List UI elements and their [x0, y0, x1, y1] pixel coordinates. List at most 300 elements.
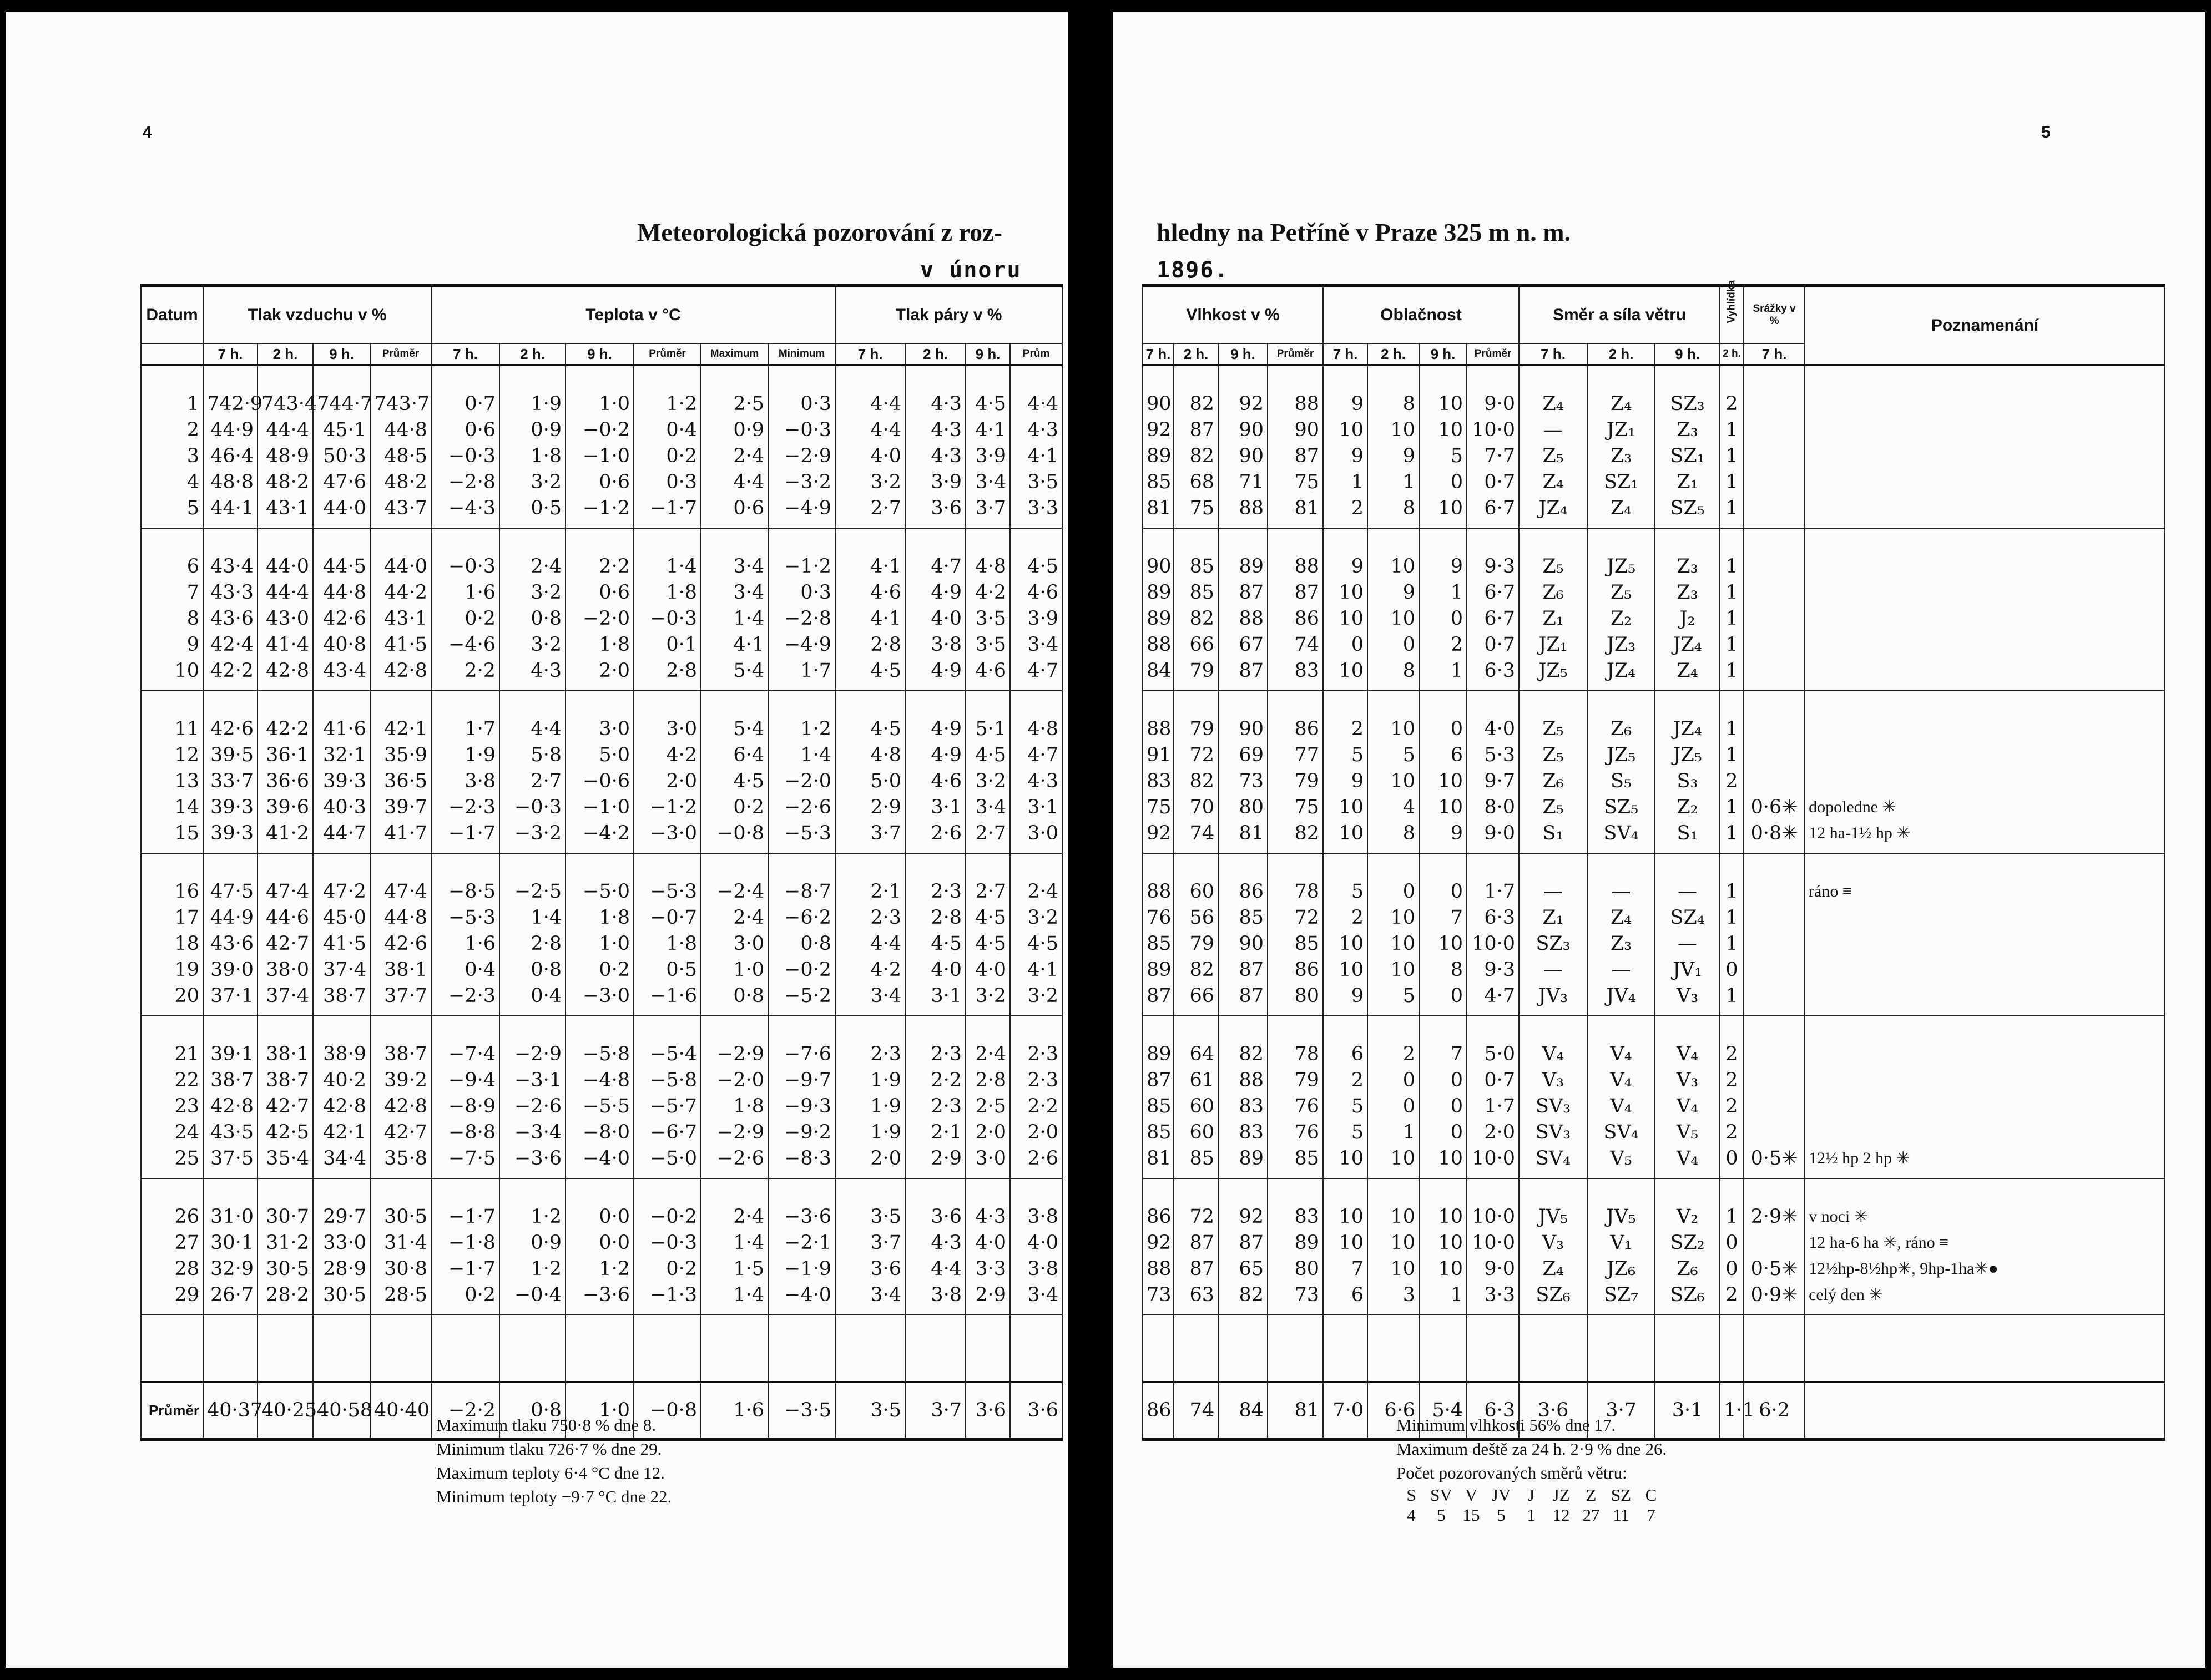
table-cell: 40·2 — [313, 1067, 370, 1093]
table-cell: 9 — [1323, 528, 1367, 579]
table-cell: 1·7 — [1467, 853, 1519, 904]
table-cell: 41·6 — [313, 691, 370, 742]
table-cell: 35·4 — [258, 1145, 313, 1178]
table-row — [141, 495, 1062, 528]
table-cell: 90 — [1218, 691, 1268, 742]
table-cell: 42·6 — [203, 691, 258, 742]
table-cell: 39·0 — [203, 957, 258, 983]
table-cell: −0·7 — [634, 904, 701, 930]
table-cell — [1805, 495, 2165, 528]
average-cell: 3·7 — [905, 1382, 966, 1439]
table-cell: JZ₄ — [1655, 631, 1720, 657]
table-cell — [1805, 983, 2165, 1016]
average-cell: 40·25 — [258, 1382, 313, 1439]
average-cell: Průměr — [141, 1382, 203, 1439]
wind-label: S — [1406, 1485, 1416, 1505]
table-cell: 40·3 — [313, 794, 370, 820]
table-cell: 87 — [1218, 983, 1268, 1016]
table-cell: 0·8 — [701, 983, 768, 1016]
table-cell: 3·2 — [966, 983, 1010, 1016]
table-cell: −0·3 — [634, 605, 701, 631]
table-cell: 80 — [1268, 1256, 1323, 1282]
table-cell: 2 — [1720, 1093, 1744, 1119]
table-cell: 5·8 — [499, 742, 566, 768]
table-cell: 87 — [1218, 1229, 1268, 1256]
table-cell: 90 — [1218, 930, 1268, 957]
table-cell: 0·2 — [431, 605, 499, 631]
table-cell: 0 — [1720, 1256, 1744, 1282]
table-row — [141, 853, 1062, 904]
table-cell: 44·2 — [370, 579, 431, 605]
table-cell: 6·3 — [1467, 904, 1519, 930]
month-label: v únoru — [920, 257, 1022, 283]
table-cell: 74 — [1174, 820, 1218, 853]
table-cell: −1·9 — [768, 1256, 835, 1282]
table-cell: −1·2 — [566, 495, 634, 528]
table-cell: −2·9 — [701, 1119, 768, 1145]
table-cell: 2 — [1720, 1016, 1744, 1067]
header-pressure: Tlak vzduchu v % — [203, 286, 431, 343]
table-cell: 4·0 — [966, 957, 1010, 983]
table-cell: 44·5 — [313, 528, 370, 579]
table-cell: S₁ — [1519, 820, 1587, 853]
note-line: Minimum vlhkosti 56% dne 17. — [1396, 1415, 1616, 1435]
table-cell: 8·0 — [1467, 794, 1519, 820]
average-cell: 40·40 — [370, 1382, 431, 1439]
table-cell: 1 — [1720, 742, 1744, 768]
table-cell — [1744, 469, 1805, 495]
table-cell: 3·3 — [966, 1256, 1010, 1282]
table-cell: −2·9 — [768, 443, 835, 469]
table-cell: 41·7 — [370, 820, 431, 853]
spacer-cell — [203, 1315, 258, 1382]
table-cell: 3 — [141, 443, 203, 469]
table-cell: 1 — [1419, 1282, 1467, 1315]
table-row — [141, 1256, 1062, 1282]
table-cell: 75 — [1143, 794, 1174, 820]
table-cell — [1805, 1093, 2165, 1119]
title-left: Meteorologická pozorování z roz- — [637, 218, 1002, 246]
table-cell: 89 — [1268, 1229, 1323, 1256]
subheader-row — [141, 343, 1062, 365]
table-cell: 10 — [1419, 768, 1467, 794]
average-cell: 0·8 — [499, 1382, 566, 1439]
table-cell: 40·8 — [313, 631, 370, 657]
table-cell: Z₄ — [1587, 365, 1655, 417]
table-cell: 4·4 — [701, 469, 768, 495]
table-cell: Z₅ — [1587, 579, 1655, 605]
table-cell: 35·8 — [370, 1145, 431, 1178]
table-cell: — — [1655, 930, 1720, 957]
table-cell: 13 — [141, 768, 203, 794]
table-cell: 31·2 — [258, 1229, 313, 1256]
table-cell — [1744, 1093, 1805, 1119]
table-cell: 35·9 — [370, 742, 431, 768]
table-cell: 92 — [1143, 820, 1174, 853]
table-cell: 12 ha-1½ hp ✳ — [1805, 820, 2165, 853]
table-row — [1143, 443, 2165, 469]
table-cell: 2·3 — [1010, 1067, 1062, 1093]
table-cell: −8·7 — [768, 853, 835, 904]
table-cell: 2·9✳ — [1744, 1178, 1805, 1229]
table-cell: 0 — [1323, 631, 1367, 657]
table-cell: 3·4 — [966, 794, 1010, 820]
table-cell: 0·3 — [634, 469, 701, 495]
table-cell: 74 — [1268, 631, 1323, 657]
table-cell: 50·3 — [313, 443, 370, 469]
table-cell: 4·3 — [905, 443, 966, 469]
table-cell: 2·0 — [566, 657, 634, 691]
table-cell: 88 — [1143, 691, 1174, 742]
table-cell: SZ₃ — [1655, 365, 1720, 417]
table-cell: 0 — [1419, 1067, 1467, 1093]
table-cell: 2·4 — [966, 1016, 1010, 1067]
table-cell: 10·0 — [1467, 1229, 1519, 1256]
table-cell: 2·0 — [835, 1145, 905, 1178]
table-cell: 7 — [1323, 1256, 1367, 1282]
table-cell: −4·3 — [431, 495, 499, 528]
subheader: 7 h. — [1519, 343, 1587, 365]
table-cell: 72 — [1174, 1178, 1218, 1229]
table-cell: −3·0 — [634, 820, 701, 853]
table-cell: −2·0 — [768, 768, 835, 794]
table-cell: 81 — [1143, 495, 1174, 528]
wind-count: 4 — [1407, 1505, 1416, 1525]
wind-count: 1 — [1527, 1505, 1536, 1525]
table-cell: 75 — [1268, 794, 1323, 820]
table-row — [1143, 820, 2165, 853]
table-cell: Z₁ — [1519, 605, 1587, 631]
table-cell: 1·6 — [431, 579, 499, 605]
table-cell: JV₃ — [1519, 983, 1587, 1016]
table-cell: −9·2 — [768, 1119, 835, 1145]
table-row — [1143, 469, 2165, 495]
table-cell: 743·4 — [258, 365, 313, 417]
table-cell: 38·7 — [203, 1067, 258, 1093]
table-cell: S₁ — [1655, 820, 1720, 853]
table-cell: 22 — [141, 1067, 203, 1093]
table-row — [1143, 904, 2165, 930]
table-cell: −3·6 — [566, 1282, 634, 1315]
table-cell: 12 ha-6 ha ✳, ráno ≡ — [1805, 1229, 2165, 1256]
table-cell: 89 — [1143, 579, 1174, 605]
table-cell: 3·2 — [499, 631, 566, 657]
table-cell: 67 — [1218, 631, 1268, 657]
table-cell: 85 — [1218, 904, 1268, 930]
table-cell: v noci ✳ — [1805, 1178, 2165, 1229]
table-row — [1143, 1282, 2165, 1315]
table-cell: 89 — [1143, 1016, 1174, 1067]
table-cell: −4·9 — [768, 631, 835, 657]
table-cell: 10 — [1323, 930, 1367, 957]
subheader: 7 h. — [203, 343, 258, 365]
table-cell: 10·0 — [1467, 930, 1519, 957]
table-cell: 4·4 — [835, 930, 905, 957]
table-cell: 2·0 — [1467, 1119, 1519, 1145]
table-cell: 2·7 — [966, 820, 1010, 853]
table-cell: 3·0 — [566, 691, 634, 742]
table-cell: 90 — [1218, 443, 1268, 469]
table-cell: 10 — [1419, 1229, 1467, 1256]
table-cell: 9·0 — [1467, 820, 1519, 853]
table-cell: −1·7 — [431, 1178, 499, 1229]
table-cell: JZ₄ — [1587, 657, 1655, 691]
table-cell: 42·8 — [258, 657, 313, 691]
table-cell: −2·4 — [701, 853, 768, 904]
table-cell: Z₄ — [1519, 469, 1587, 495]
table-cell: 3·8 — [905, 1282, 966, 1315]
table-cell: −2·0 — [701, 1067, 768, 1093]
table-cell: −5·0 — [566, 853, 634, 904]
table-cell: 7 — [141, 579, 203, 605]
table-cell: 90 — [1143, 365, 1174, 417]
table-row — [141, 983, 1062, 1016]
note-line: Maximum tlaku 750·8 % dne 8. — [436, 1415, 657, 1435]
table-cell: 38·7 — [313, 983, 370, 1016]
average-cell: 5·4 — [1419, 1382, 1467, 1439]
table-cell: 4·2 — [835, 957, 905, 983]
table-cell: JZ₆ — [1587, 1256, 1655, 1282]
table-cell: 10 — [1323, 1145, 1367, 1178]
table-cell: 1·4 — [701, 1282, 768, 1315]
spacer-cell — [141, 1315, 203, 1382]
table-cell: 2 — [1720, 1119, 1744, 1145]
table-cell: 10 — [1367, 528, 1419, 579]
table-cell: 4·4 — [835, 365, 905, 417]
table-cell: V₃ — [1655, 983, 1720, 1016]
table-cell: 0 — [1367, 1067, 1419, 1093]
table-cell: 88 — [1143, 631, 1174, 657]
table-cell: 3·0 — [701, 930, 768, 957]
year-label: 1896. — [1157, 257, 1229, 283]
table-cell: 0·8 — [768, 930, 835, 957]
table-cell: 10 — [1367, 904, 1419, 930]
table-cell: 0 — [1419, 853, 1467, 904]
table-cell: 0·5 — [499, 495, 566, 528]
table-cell: 4·7 — [905, 528, 966, 579]
table-cell: 1·0 — [566, 930, 634, 957]
table-cell: 42·8 — [370, 1093, 431, 1119]
table-cell: 5 — [1323, 742, 1367, 768]
table-cell: 27 — [141, 1229, 203, 1256]
table-cell: SZ₇ — [1587, 1282, 1655, 1315]
table-cell: 1 — [1720, 1178, 1744, 1229]
table-cell: 70 — [1174, 794, 1218, 820]
table-cell: 10 — [1419, 365, 1467, 417]
table-cell: −1·0 — [566, 794, 634, 820]
table-cell: 81 — [1218, 820, 1268, 853]
table-cell: 2·6 — [1010, 1145, 1062, 1178]
wind-direction-labels — [1396, 1485, 1666, 1505]
table-cell: 4·7 — [1010, 742, 1062, 768]
table-cell — [1805, 443, 2165, 469]
table-cell: 80 — [1268, 983, 1323, 1016]
table-cell: −8·9 — [431, 1093, 499, 1119]
table-row — [141, 417, 1062, 443]
table-cell: −5·3 — [634, 853, 701, 904]
wind-label: J — [1527, 1485, 1535, 1505]
table-cell: Z₁ — [1655, 469, 1720, 495]
table-cell: 4·7 — [1467, 983, 1519, 1016]
table-cell: 63 — [1174, 1282, 1218, 1315]
table-cell: 2·3 — [835, 904, 905, 930]
average-cell: −3·5 — [768, 1382, 835, 1439]
table-cell: 6·7 — [1467, 605, 1519, 631]
table-cell — [1805, 657, 2165, 691]
table-cell: 0·2 — [701, 794, 768, 820]
table-cell: 39·5 — [203, 742, 258, 768]
table-cell: 83 — [1218, 1119, 1268, 1145]
table-cell: — — [1519, 417, 1587, 443]
table-cell: 90 — [1268, 417, 1323, 443]
average-cell: 3·6 — [966, 1382, 1010, 1439]
left-page — [6, 12, 1068, 1668]
table-cell: 0·0 — [566, 1229, 634, 1256]
table-cell: −4·6 — [431, 631, 499, 657]
table-cell: −8·5 — [431, 853, 499, 904]
table-cell: JV₄ — [1587, 983, 1655, 1016]
table-cell: 6 — [1323, 1282, 1367, 1315]
table-cell: 3·2 — [499, 579, 566, 605]
table-cell: 4·3 — [905, 1229, 966, 1256]
table-cell: 8 — [1367, 365, 1419, 417]
table-cell: 3·2 — [1010, 983, 1062, 1016]
subheader: Průměr — [1268, 343, 1323, 365]
table-cell: 31·4 — [370, 1229, 431, 1256]
table-cell: 5·0 — [1467, 1016, 1519, 1067]
table-cell: 10 — [1323, 1178, 1367, 1229]
table-cell: 1·2 — [499, 1256, 566, 1282]
table-cell: 4·0 — [1467, 691, 1519, 742]
table-cell: 0·9 — [701, 417, 768, 443]
table-cell: 21 — [141, 1016, 203, 1067]
table-cell: 1 — [1720, 631, 1744, 657]
table-cell: Z₂ — [1587, 605, 1655, 631]
table-cell: 85 — [1174, 1145, 1218, 1178]
table-cell: 88 — [1268, 528, 1323, 579]
table-cell: 0·6 — [701, 495, 768, 528]
table-cell: 1 — [1720, 820, 1744, 853]
table-cell: 0·5✳ — [1744, 1256, 1805, 1282]
table-cell: 1 — [1720, 469, 1744, 495]
subheader: 7 h. — [1323, 343, 1367, 365]
table-cell: 2·9 — [835, 794, 905, 820]
average-cell: 3·6 — [1010, 1382, 1062, 1439]
table-cell — [1744, 691, 1805, 742]
table-cell: 2 — [141, 417, 203, 443]
table-cell: 20 — [141, 983, 203, 1016]
table-cell: 10 — [1367, 1178, 1419, 1229]
table-cell: 2·8 — [835, 631, 905, 657]
table-cell: 4·1 — [1010, 957, 1062, 983]
table-cell: Z₃ — [1655, 579, 1720, 605]
title-right: hledny na Petříně v Praze 325 m n. m. — [1157, 218, 1571, 246]
table-cell: 3·2 — [835, 469, 905, 495]
table-cell: 1·4 — [701, 605, 768, 631]
table-cell: 86 — [1268, 691, 1323, 742]
average-cell: 40·37 — [203, 1382, 258, 1439]
table-cell: 0·0 — [566, 1178, 634, 1229]
table-cell: 3·9 — [966, 443, 1010, 469]
subheader: 7 h. — [431, 343, 499, 365]
table-cell: −5·2 — [768, 983, 835, 1016]
table-cell: SV₄ — [1519, 1145, 1587, 1178]
table-cell: 9 — [1323, 983, 1367, 1016]
table-cell: SZ₂ — [1655, 1229, 1720, 1256]
table-cell: 4·1 — [701, 631, 768, 657]
table-cell: 66 — [1174, 631, 1218, 657]
table-cell: 1 — [1720, 853, 1744, 904]
subheader: 9 h. — [1218, 343, 1268, 365]
table-cell: 86 — [1143, 1178, 1174, 1229]
table-cell: −2·8 — [768, 605, 835, 631]
table-cell: 2·2 — [905, 1067, 966, 1093]
table-cell: 4·0 — [905, 605, 966, 631]
table-cell: 30·7 — [258, 1178, 313, 1229]
table-cell: 2·5 — [701, 365, 768, 417]
table-cell: 43·7 — [370, 495, 431, 528]
header-temperature: Teplota v °C — [431, 286, 835, 343]
table-cell: 44·1 — [203, 495, 258, 528]
average-cell: 1·1 — [1720, 1382, 1744, 1439]
table-cell: 61 — [1174, 1067, 1218, 1093]
table-cell: 9 — [1323, 768, 1367, 794]
table-cell: 42·1 — [370, 691, 431, 742]
table-cell: 43·4 — [313, 657, 370, 691]
table-cell: 1 — [1367, 469, 1419, 495]
table-cell: 1·9 — [835, 1119, 905, 1145]
table-cell: celý den ✳ — [1805, 1282, 2165, 1315]
table-cell: 2 — [1323, 495, 1367, 528]
table-cell: 4·4 — [1010, 365, 1062, 417]
table-cell: 1·9 — [431, 742, 499, 768]
spacer-cell — [701, 1315, 768, 1382]
table-cell: 19 — [141, 957, 203, 983]
table-cell: 26 — [141, 1178, 203, 1229]
header-wind: Směr a síla větru — [1519, 286, 1720, 343]
table-cell: 10·0 — [1467, 1145, 1519, 1178]
table-cell: 89 — [1143, 443, 1174, 469]
wind-count: 5 — [1497, 1505, 1506, 1525]
table-cell — [1744, 579, 1805, 605]
table-cell: −0·2 — [566, 417, 634, 443]
table-cell: 44·0 — [370, 528, 431, 579]
wind-label: SV — [1430, 1485, 1452, 1505]
average-cell: 81 — [1268, 1382, 1323, 1439]
table-row — [141, 605, 1062, 631]
table-cell: 1 — [1720, 930, 1744, 957]
average-cell: 6·2 — [1744, 1382, 1805, 1439]
table-cell: 3·0 — [966, 1145, 1010, 1178]
table-cell: 36·5 — [370, 768, 431, 794]
table-cell: 39·1 — [203, 1016, 258, 1067]
table-cell: 4·6 — [905, 768, 966, 794]
table-cell: 18 — [141, 930, 203, 957]
table-cell — [1744, 365, 1805, 417]
table-cell: 28·2 — [258, 1282, 313, 1315]
table-cell: −2·5 — [499, 853, 566, 904]
average-cell: 1·6 — [701, 1382, 768, 1439]
table-cell: 4·3 — [1010, 417, 1062, 443]
average-cell: 6·3 — [1467, 1382, 1519, 1439]
table-cell: −0·4 — [499, 1282, 566, 1315]
table-cell: 2·3 — [835, 1016, 905, 1067]
table-cell: 4 — [1367, 794, 1419, 820]
spacer-cell — [835, 1315, 905, 1382]
table-cell: 3·8 — [905, 631, 966, 657]
table-cell: 4·8 — [1010, 691, 1062, 742]
table-cell: 87 — [1268, 579, 1323, 605]
